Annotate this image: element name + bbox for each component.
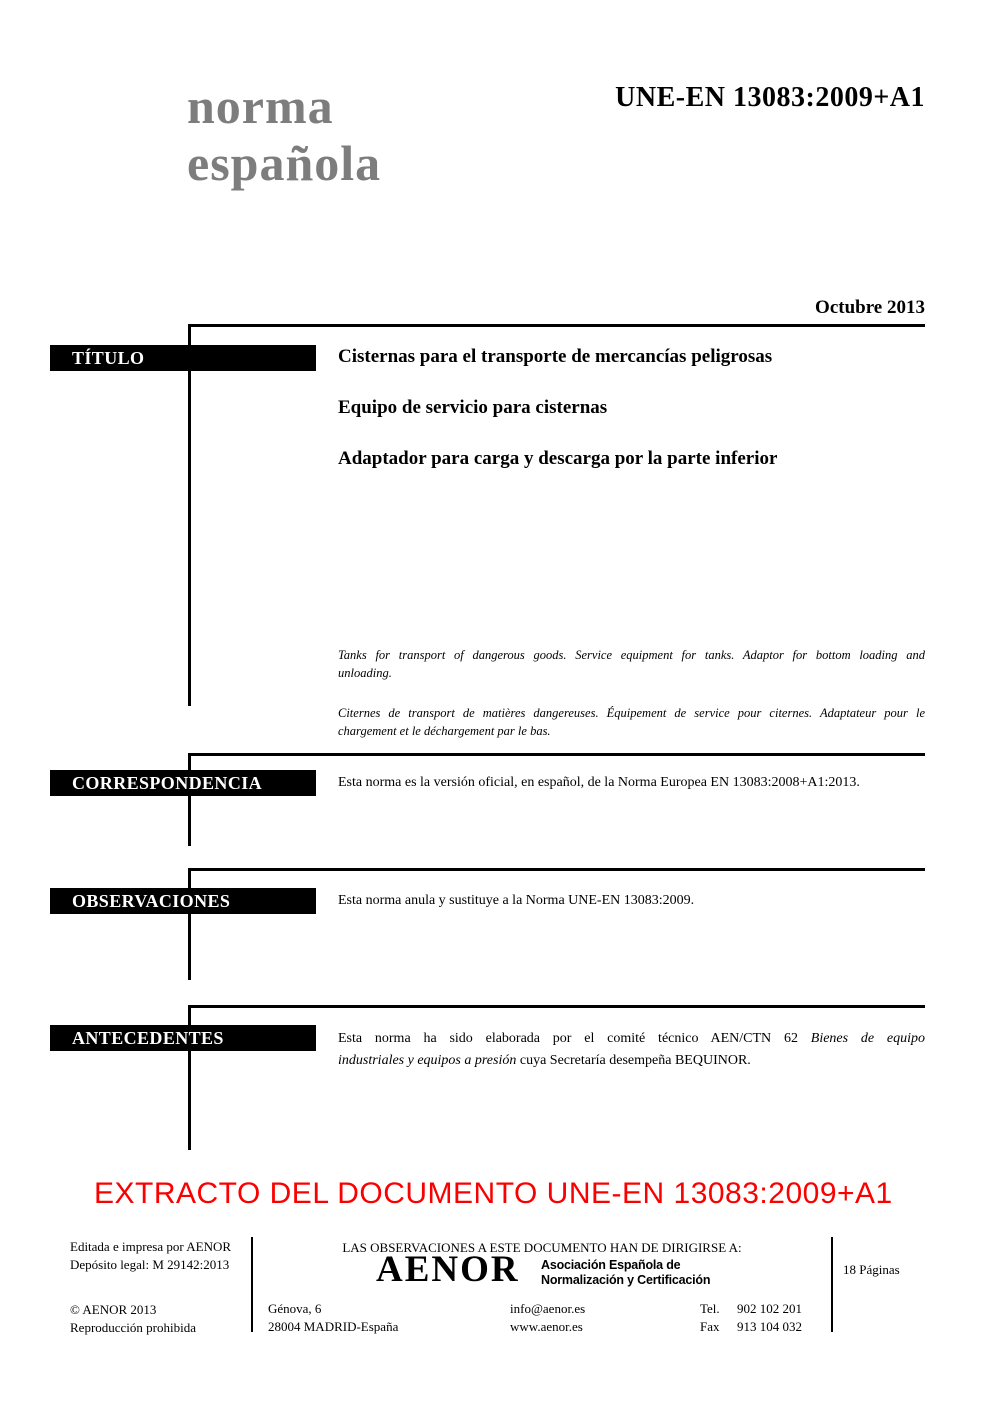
- extract-banner: EXTRACTO DEL DOCUMENTO UNE-EN 13083:2009+A1: [94, 1177, 893, 1210]
- aenor-org-name: [541, 1258, 710, 1288]
- titulo-top-rule: [190, 324, 925, 327]
- aenor-org-line2: Normalización y Certificación: [541, 1273, 711, 1287]
- antecedentes-label: ANTECEDENTES: [72, 1027, 224, 1048]
- antecedentes-roman-2: cuya Secretaría desempeña BEQUINOR.: [516, 1052, 751, 1068]
- antecedentes-label-bar: [50, 1025, 316, 1051]
- titulo-label: TÍTULO: [72, 347, 145, 368]
- correspondencia-top-rule: [190, 753, 925, 756]
- observaciones-label-bar: [50, 888, 316, 914]
- title-block: [338, 347, 925, 500]
- footer-reproduction: Reproducción prohibida: [70, 1319, 196, 1335]
- footer-address-line1: Génova, 6: [268, 1301, 322, 1316]
- french-abstract: [338, 705, 925, 740]
- brand-line-1: norma: [187, 78, 334, 134]
- footer-fax-number: 913 104 032: [737, 1318, 802, 1334]
- footer-divider-left: [251, 1237, 253, 1332]
- antecedentes-text: [338, 1028, 925, 1071]
- correspondencia-text: Esta norma es la versión oficial, en español, de la Norma Europea EN 13083:2008+A1:2013.: [338, 775, 860, 790]
- footer-copyright: © AENOR 2013: [70, 1302, 157, 1317]
- footer-phone-labels: [700, 1300, 720, 1335]
- antecedentes-line2: [338, 1050, 925, 1072]
- title-line: Equipo de servicio para cisternas: [338, 397, 608, 418]
- footer-divider-right: [831, 1237, 833, 1332]
- aenor-logo: AENOR: [376, 1249, 520, 1290]
- observaciones-text: Esta norma anula y sustituye a la Norma UNE-EN 13083:2009.: [338, 893, 695, 908]
- observaciones-label: OBSERVACIONES: [72, 890, 231, 911]
- footer-fax-label: Fax: [700, 1318, 720, 1334]
- footer-website: www.aenor.es: [510, 1318, 583, 1334]
- footer-imprint: [70, 1238, 231, 1273]
- english-abstract-line2: unloading.: [338, 665, 392, 680]
- correspondencia-vertical-rule: [188, 753, 191, 846]
- footer-address: [268, 1300, 398, 1335]
- french-abstract-line1: Citernes de transport de matières dangereuses. Équipement de service pour citernes. Adaptateur pour le: [338, 706, 925, 720]
- correspondencia-label: CORRESPONDENCIA: [72, 772, 263, 793]
- brand-line-2: española: [187, 135, 382, 191]
- antecedentes-roman-1: Esta norma ha sido elaborada por el comité técnico AEN/CTN 62: [338, 1031, 811, 1046]
- aenor-org-line1: Asociación Española de: [541, 1258, 681, 1272]
- titulo-vertical-rule: [188, 324, 191, 706]
- title-line: Cisternas para el transporte de mercancías peligrosas: [338, 346, 773, 367]
- norma-espanola-logo: [187, 78, 381, 192]
- antecedentes-line1: [338, 1028, 925, 1050]
- english-abstract-line1: Tanks for transport of dangerous goods. Service equipment for tanks. Adaptor for bottom loading and: [338, 648, 925, 662]
- titulo-label-bar: [50, 345, 316, 371]
- footer-contact-web: [510, 1300, 585, 1335]
- footer-edited-by: Editada e impresa por AENOR: [70, 1239, 232, 1254]
- antecedentes-top-rule: [190, 1005, 925, 1008]
- antecedentes-italic-2: industriales y equipos a presión: [338, 1052, 517, 1068]
- english-abstract: [338, 647, 925, 682]
- title-line: Adaptador para carga y descarga por la parte inferior: [338, 448, 778, 469]
- footer-email: info@aenor.es: [510, 1301, 586, 1316]
- correspondencia-label-bar: [50, 770, 316, 796]
- footer-address-line2: 28004 MADRID-España: [268, 1318, 399, 1334]
- antecedentes-italic-1: Bienes de equipo: [810, 1031, 925, 1046]
- observaciones-top-rule: [190, 868, 925, 871]
- standard-code: UNE-EN 13083:2009+A1: [615, 82, 925, 113]
- footer-copyright-block: [70, 1301, 196, 1336]
- page-count: 18 Páginas: [843, 1262, 900, 1277]
- french-abstract-line2: chargement et le déchargement par le bas.: [338, 723, 551, 738]
- document-date: Octubre 2013: [815, 297, 925, 318]
- footer-legal-deposit: Depósito legal: M 29142:2013: [70, 1256, 230, 1272]
- footer-tel-number: 902 102 201: [737, 1301, 802, 1316]
- footer-tel-label: Tel.: [700, 1301, 720, 1316]
- observaciones-vertical-rule: [188, 868, 191, 980]
- footer-notice: LAS OBSERVACIONES A ESTE DOCUMENTO HAN DE DIRIGIRSE A:: [342, 1240, 742, 1255]
- footer-phone-numbers: [737, 1300, 802, 1335]
